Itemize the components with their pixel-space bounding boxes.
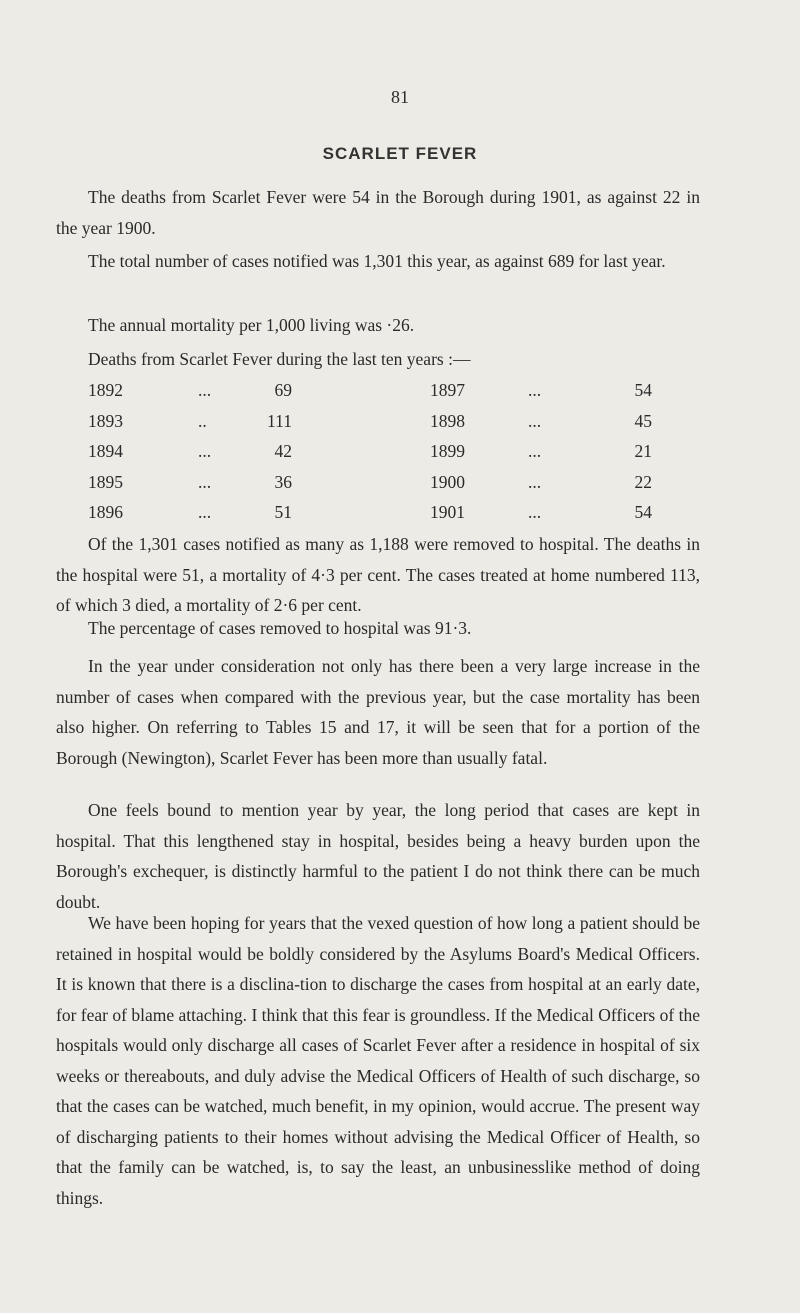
table-cell-deaths: 42 <box>274 441 292 462</box>
table-row <box>88 380 668 411</box>
table-cell-leader: ... <box>528 441 542 462</box>
table-cell-leader: .. <box>198 410 207 431</box>
page-number: 81 <box>391 87 409 107</box>
paragraph-increase-in-cases: In the year under consideration not only has there been a very large increase in the number of cases when compared with the previous year, but the case mortality has been also higher. On referring to Tables 15 and 17, it will be seen that for a portion of the Borough (Newington), Scarlet Fever has been more than usually fatal. <box>56 656 700 768</box>
table-cell-leader: ... <box>198 380 212 400</box>
table-row <box>88 411 668 442</box>
paragraph-deaths-summary: The deaths from Scarlet Fever were 54 in the Borough during 1901, as against 22 in the year 1900. <box>56 187 700 238</box>
table-cell-year: 1900 <box>430 471 465 492</box>
paragraph-discharge-policy: We have been hoping for years that the vexed question of how long a patient should be retained in hospital would be boldly considered by the Asylums Board's Medical Officers. It is known that there is a disclina-tion to discharge the cases from hospital at an early date, for fear of blame attaching. I think that this fear is groundless. If the Medical Officers of the hospitals would only discharge all cases of Scarlet Fever after a residence in hospital of six weeks or thereabouts, and duly advise the Medical Officers of Health of such discharge, so that the cases can be watched, much benefit, in my opinion, would accrue. The present way of discharging patients to their homes without advising the Medical Officer of Health, so that the family can be watched, is, to say the least, an unbusinesslike method of doing things. <box>56 913 700 1208</box>
table-cell-deaths: 22 <box>634 471 652 492</box>
paragraph-table-intro: Deaths from Scarlet Fever during the last ten years :— <box>88 349 471 369</box>
paragraph-annual-mortality: The annual mortality per 1,000 living was ·26. <box>88 315 415 335</box>
table-cell-deaths: 36 <box>274 471 292 492</box>
table-cell-leader: ... <box>528 380 542 400</box>
paragraph-percentage-removed: The percentage of cases removed to hospital was 91·3. <box>88 618 472 638</box>
table-cell-year: 1898 <box>430 410 465 431</box>
table-row <box>88 472 668 503</box>
table-cell-leader: ... <box>198 471 212 492</box>
table-cell-leader: ... <box>528 410 542 431</box>
paragraph-cases-notified: The total number of cases notified was 1,301 this year, as against 689 for last year. <box>88 251 666 271</box>
table-cell-leader: ... <box>198 441 212 462</box>
table-cell-leader: ... <box>528 471 542 492</box>
section-heading: SCARLET FEVER <box>322 144 478 163</box>
paragraph-hospital-removals: Of the 1,301 cases notified as many as 1,188 were removed to hospital. The deaths in the hospital were 51, a mortality of 4·3 per cent. The cases treated at home numbered 113, of which 3 died, a mortality of 2·6 per cent. <box>56 534 700 615</box>
table-cell-deaths: 69 <box>274 380 292 400</box>
table-cell-deaths: 51 <box>274 502 292 523</box>
table-cell-deaths: 111 <box>267 410 292 431</box>
table-cell-leader: ... <box>198 502 212 523</box>
deaths-table <box>88 380 668 533</box>
paragraph-hospital-stay: One feels bound to mention year by year, the long period that cases are kept in hospital. That this lengthened stay in hospital, besides being a heavy burden upon the Borough's exchequer, is distinctly harmful to the patient I do not think there can be much doubt. <box>56 800 700 912</box>
table-cell-year: 1897 <box>430 380 465 400</box>
table-cell-year: 1901 <box>430 502 465 523</box>
table-cell-leader: ... <box>528 502 542 523</box>
table-row <box>88 441 668 472</box>
table-cell-deaths: 54 <box>634 502 652 523</box>
table-cell-year: 1894 <box>88 441 123 462</box>
table-cell-year: 1895 <box>88 471 123 492</box>
table-cell-year: 1899 <box>430 441 465 462</box>
table-cell-year: 1892 <box>88 380 123 400</box>
table-cell-year: 1893 <box>88 410 123 431</box>
table-cell-deaths: 45 <box>634 410 652 431</box>
table-cell-year: 1896 <box>88 502 123 523</box>
table-cell-deaths: 54 <box>634 380 652 400</box>
table-cell-deaths: 21 <box>634 441 652 462</box>
